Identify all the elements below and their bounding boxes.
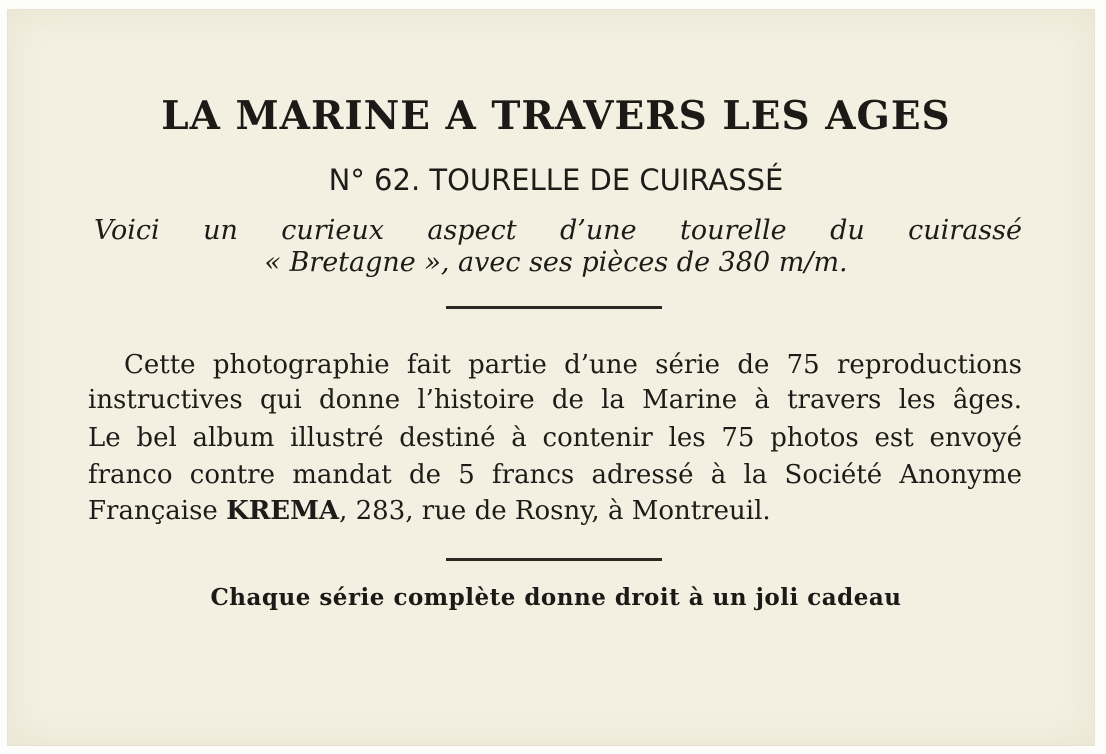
body-text-line-3: Le bel album illustré destiné à contenir les 75 photos est envoyé <box>88 423 1022 453</box>
body-text-line-5 <box>88 494 1022 529</box>
divider-rule-top <box>446 306 662 309</box>
body-text-line-1: Cette photographie fait partie d’une série de 75 reproductions <box>124 350 1022 380</box>
caption-line-2: « Bretagne », avec ses pièces de 380 m/m. <box>264 247 848 278</box>
divider-rule-bottom <box>446 558 662 561</box>
body-text-line-5-prefix: Française <box>88 496 218 526</box>
brand-name: KREMA <box>226 496 340 526</box>
body-text-line-5-address: , 283, rue de Rosny, à Montreuil. <box>339 496 771 526</box>
body-text-line-4: franco contre mandat de 5 francs adressé à la Société Anonyme <box>88 460 1022 490</box>
caption-line-1: Voici un curieux aspect d’une tourelle du cuirassé <box>94 215 1022 246</box>
body-text-line-2: instructives qui donne l’histoire de la Marine à travers les âges. <box>88 385 1022 415</box>
card-title: LA MARINE A TRAVERS LES AGES <box>161 93 951 139</box>
trading-card-back <box>8 10 1094 745</box>
card-number-subtitle: N° 62. TOURELLE DE CUIRASSÉ <box>328 163 784 197</box>
closing-note: Chaque série complète donne droit à un joli cadeau <box>210 584 902 611</box>
